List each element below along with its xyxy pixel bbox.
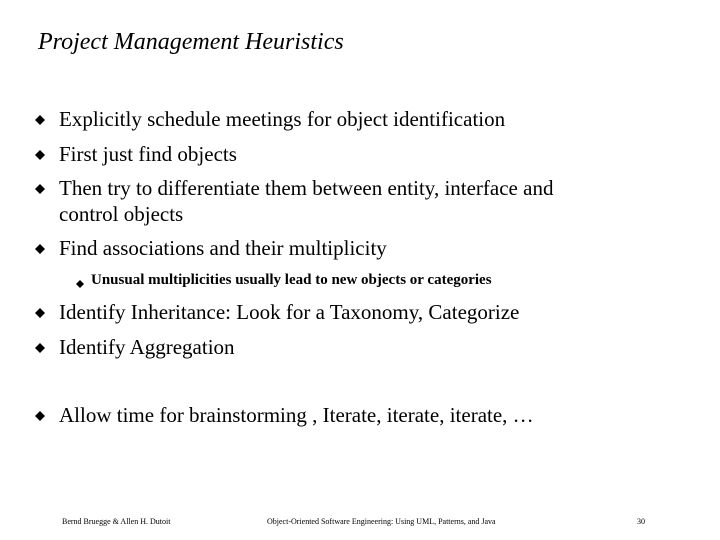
sub-bullet-text: Unusual multiplicities usually lead to new objects or categories [91,272,492,288]
bullet-text: Identify Inheritance: Look for a Taxonomy, Categorize [59,300,520,324]
bullet-text: First just find objects [59,142,237,166]
footer-page-number: 30 [637,517,645,526]
diamond-bullet-icon [35,343,45,353]
diamond-bullet-icon [35,308,45,318]
footer-book-title: Object-Oriented Software Engineering: Using UML, Patterns, and Java [267,517,496,526]
diamond-bullet-icon [35,150,45,160]
bullet-text-continuation: control objects [59,202,184,226]
bullet-text: Allow time for brainstorming , Iterate, iterate, iterate, … [59,403,534,427]
slide-title: Project Management Heuristics [38,29,344,55]
diamond-bullet-icon [76,275,84,283]
diamond-bullet-icon [35,244,45,254]
bullet-text: Then try to differentiate them between entity, interface and [59,176,554,200]
diamond-bullet-icon [35,411,45,421]
bullet-text: Explicitly schedule meetings for object identification [59,107,506,131]
footer-authors: Bernd Bruegge & Allen H. Dutoit [62,517,171,526]
diamond-bullet-icon [35,115,45,125]
bullet-text: Find associations and their multiplicity [59,236,387,260]
bullet-text: Identify Aggregation [59,335,235,359]
diamond-bullet-icon [35,184,45,194]
